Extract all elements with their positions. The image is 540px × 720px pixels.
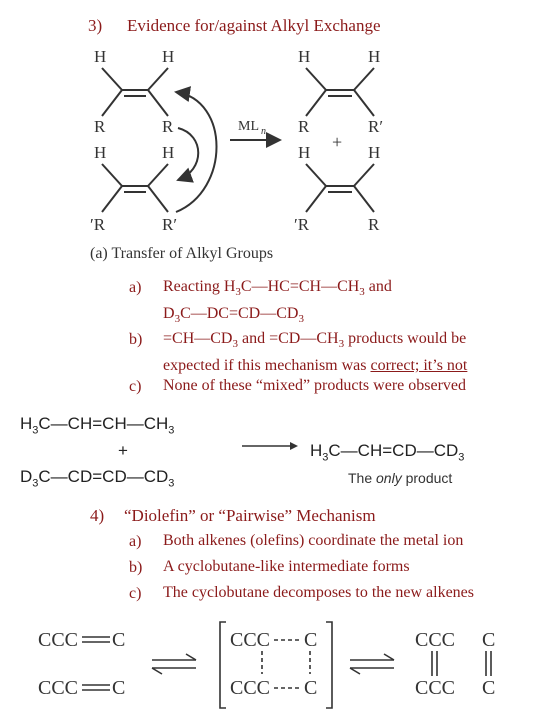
alkyl-transfer-figure — [80, 40, 410, 265]
section-3-number: 3) — [88, 16, 103, 35]
fig-r-label: R — [162, 117, 174, 136]
fig-r-label: R — [298, 117, 310, 136]
item-3b-letter: b) — [129, 331, 143, 348]
fig-pr-label: ′R — [90, 215, 106, 234]
item-4a-text: Both alkenes (olefins) coordinate the metal ion — [163, 532, 464, 549]
fig-rp-label: R′ — [162, 215, 178, 234]
fig-h-label: H — [162, 143, 175, 162]
item-3a-letter: a) — [129, 279, 142, 296]
item-3b-text: $=CH—CD_3$ and $=CD—CH_3$ products would be expected if this mechanism was correct; it’s not — [163, 330, 468, 375]
fig-reagent-sub: n — [261, 126, 266, 137]
mid-top-ccc: CCC — [230, 629, 271, 651]
fig-plus: + — [332, 132, 343, 152]
item-4c-text: The cyclobutane decomposes to the new alkenes — [163, 584, 474, 601]
fig-h-label: H — [368, 47, 381, 66]
item-4c-letter: c) — [129, 585, 142, 602]
fig-h-label: H — [298, 143, 311, 162]
item-3c-text: None of these “mixed” products were observed — [163, 377, 466, 394]
fig-h-label: H — [162, 47, 175, 66]
section-4-number: 4) — [90, 506, 105, 525]
right-bottom-c: C — [482, 677, 496, 699]
section-3-title: Evidence for/against Alkyl Exchange — [127, 16, 381, 35]
fig-r-label: R — [368, 215, 380, 234]
reactant-1: $H_3C—CH=CH—CH_3$ — [20, 414, 175, 437]
fig-rp-label: R′ — [368, 117, 384, 136]
fig-h-label: H — [94, 143, 107, 162]
fig-h-label: H — [298, 47, 311, 66]
pairwise-scheme — [20, 618, 520, 716]
mid-bottom-ccc: CCC — [230, 677, 271, 699]
reaction-plus: + — [118, 441, 128, 460]
product: $H_3C—CH=CD—CD_3$ — [310, 441, 465, 464]
left-top-ccc: CCC — [38, 629, 79, 651]
item-4b-text: A cyclobutane-like intermediate forms — [163, 558, 410, 575]
product-caption: The only product — [348, 470, 453, 486]
reactant-2: $D_3C—CD=CD—CD_3$ — [20, 467, 175, 490]
mid-top-c: C — [304, 629, 318, 651]
fig-reagent: ML — [238, 119, 259, 134]
reaction-arrow — [240, 440, 300, 452]
fig-h-label: H — [368, 143, 381, 162]
left-top-c: C — [112, 629, 126, 651]
fig-caption: (a) Transfer of Alkyl Groups — [90, 245, 274, 262]
fig-r-label: R — [94, 117, 106, 136]
mid-bottom-c: C — [304, 677, 318, 699]
right-bottom-ccc: CCC — [415, 677, 456, 699]
item-4b-letter: b) — [129, 559, 143, 576]
item-3c-letter: c) — [129, 378, 142, 395]
right-top-ccc: CCC — [415, 629, 456, 651]
correct-not-underlined: correct; it’s not — [370, 357, 468, 375]
left-bottom-ccc: CCC — [38, 677, 79, 699]
item-4a-letter: a) — [129, 533, 142, 550]
right-top-c: C — [482, 629, 496, 651]
left-bottom-c: C — [112, 677, 126, 699]
fig-h-label: H — [94, 47, 107, 66]
section-4-title: “Diolefin” or “Pairwise” Mechanism — [124, 506, 376, 525]
fig-pr-label: ′R — [294, 215, 310, 234]
item-3a-text: Reacting $H_3C—HC=CH—CH_3$ and $D_3C—DC=CD—CD_3$ — [163, 278, 392, 326]
